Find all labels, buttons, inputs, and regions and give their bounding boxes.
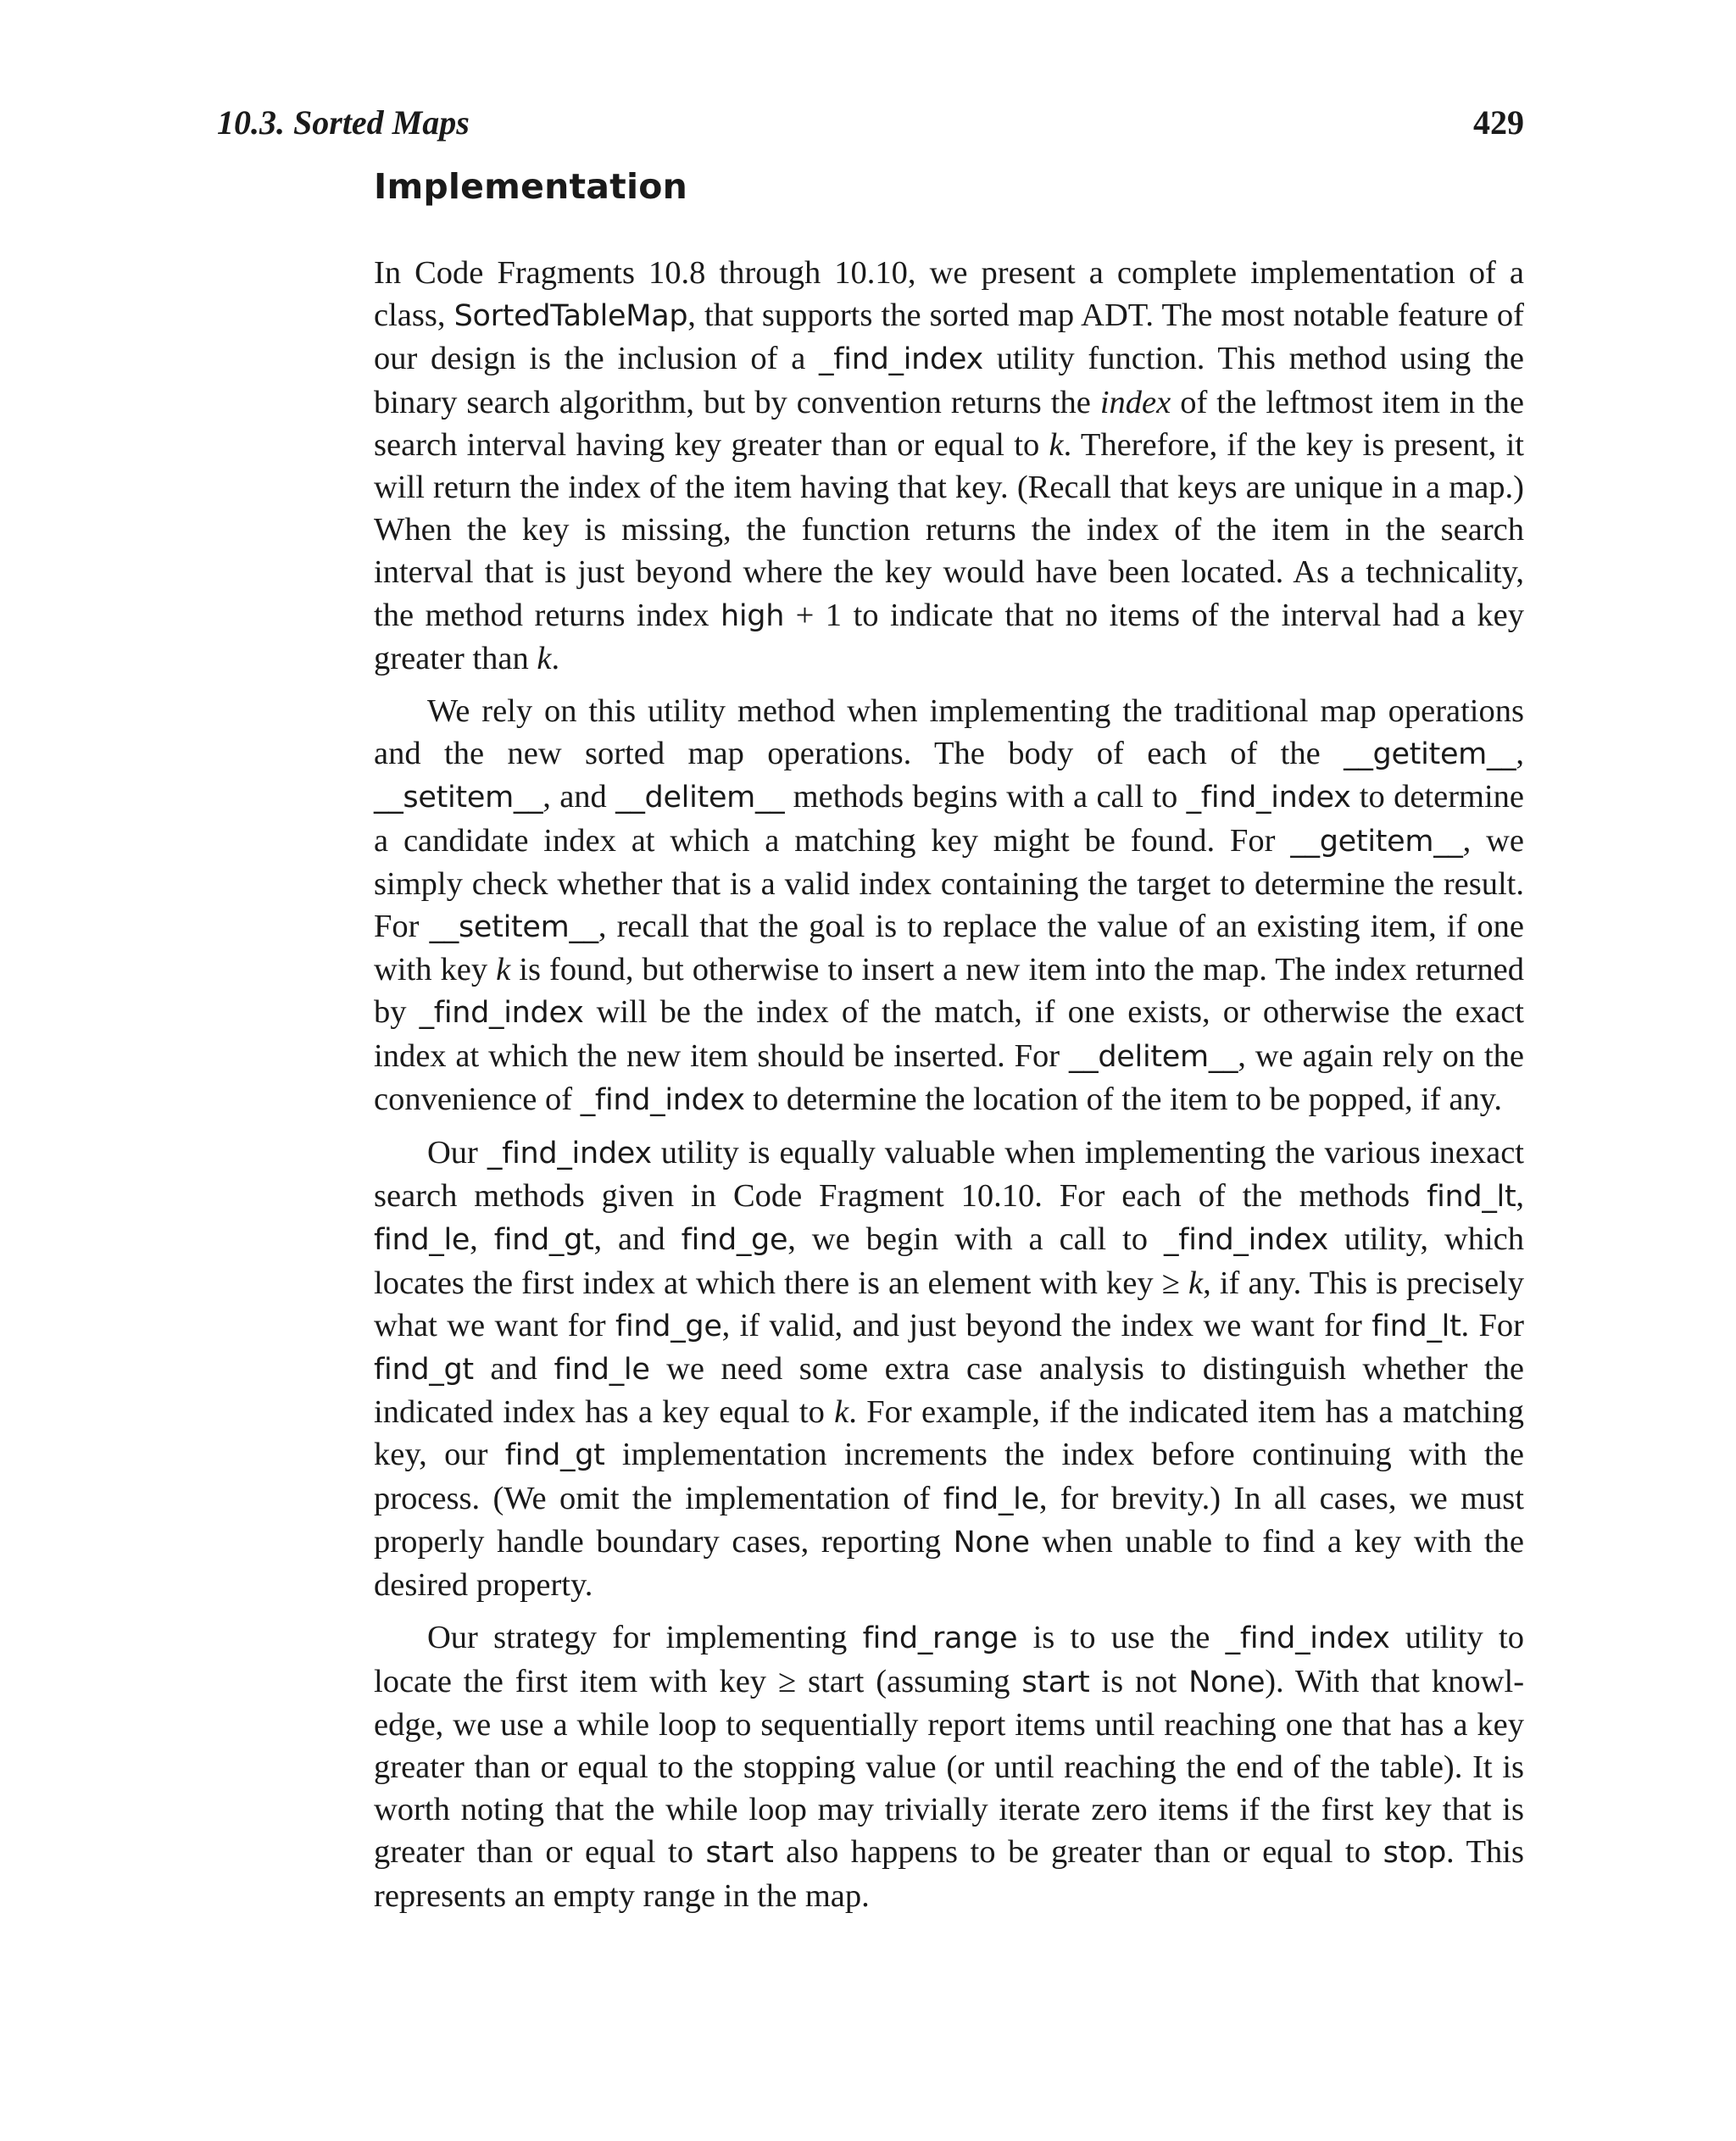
text-run: we need some extra case analysis to distinguish whether the indicated index has a key equal to (374, 1351, 1524, 1431)
text-run: of the leftmost item in the search interval having key greater than or equal to (374, 384, 1524, 463)
text-run: utility to locate the first item with key ≥ start (assuming (374, 1620, 1524, 1699)
paragraph-3 (374, 1132, 1524, 1606)
text-run: , if valid, and just beyond the index we want for (721, 1307, 1372, 1343)
text-run: , and (593, 1221, 682, 1258)
text-run: . This represents an empty range in the map. (374, 1834, 1524, 1914)
text-run: In Code Fragments 10.8 through 10.10, we present a complete implementation of a class, (374, 255, 1524, 334)
text-run: implementation increments the index before continuing with the process. (We omit the implementation of (374, 1437, 1524, 1516)
code-identifier: _find_index (487, 1137, 652, 1171)
text-run: . For (1461, 1307, 1524, 1343)
text-run: methods begins with a call to (784, 779, 1187, 815)
code-identifier: stop (1383, 1836, 1446, 1871)
code-identifier: high (720, 598, 785, 633)
text-run: and (473, 1351, 554, 1387)
code-identifier: find_le (554, 1353, 650, 1387)
running-head (217, 102, 1524, 144)
code-identifier: _find_index (1163, 1223, 1328, 1258)
text-run: , (1516, 736, 1524, 772)
code-identifier: _find_index (580, 1082, 745, 1117)
code-identifier: __setitem__ (374, 781, 543, 815)
text-run: . For example, if the indicated item has a matching key, our (374, 1394, 1524, 1473)
code-identifier: find_ge (681, 1223, 788, 1258)
text-run: ). With that knowledge, we use a while loop to sequentially report items until reaching one that has a key greater than or equal to the stopping value (or until reaching the end of the table). It is worth noting that the while loop may trivially iterate zero items if the first key that is greater than or equal to (374, 1663, 1525, 1871)
text-run: when unable to find a key with the desired property. (374, 1523, 1525, 1604)
code-identifier: find_ge (615, 1309, 722, 1343)
text-run: to determine a candidate index at which a matching key might be found. For (374, 779, 1524, 859)
code-identifier: None (1188, 1665, 1266, 1699)
code-identifier: _find_index (1225, 1621, 1390, 1656)
text-run: . Therefore, if the key is present, it will return the index of the item having that key. (Recall that keys are unique in a map.) When the key is missing, the function returns the index of the item in the search interval that is just beyond where the key would have been located. As a technicality, the method returns index (374, 426, 1524, 633)
page-number: 429 (1473, 103, 1524, 142)
text-run: is found, but otherwise to insert a new item into the map. The index returned by (374, 952, 1524, 1031)
emphasis: index (1099, 384, 1171, 420)
code-identifier: None (953, 1525, 1030, 1560)
code-identifier: find_le (943, 1482, 1039, 1516)
code-identifier: find_range (862, 1621, 1018, 1656)
text-run: , if any. This is precisely what we want for (374, 1265, 1524, 1343)
code-identifier: __delitem__ (615, 781, 785, 815)
text-run: We rely on this utility method when implementing the traditional map operations and the new sorted map operations. The body of each of the (374, 693, 1524, 772)
code-identifier: __getitem__ (1290, 824, 1463, 859)
math-variable: k (834, 1394, 849, 1431)
code-identifier: _find_index (419, 996, 584, 1031)
math-variable: k (1188, 1265, 1204, 1301)
paragraph-4 (374, 1616, 1524, 1916)
code-identifier: __setitem__ (429, 910, 598, 945)
math-variable: k (1049, 426, 1064, 463)
code-identifier: find_lt (1372, 1309, 1461, 1343)
code-identifier: start (1021, 1665, 1090, 1699)
text-run: utility, which locates the first index at which there is an element with key ≥ (374, 1221, 1524, 1301)
text-run: utility function. This method using the binary search algorithm, but by convention returns the (374, 341, 1524, 420)
code-identifier: start (705, 1836, 774, 1871)
code-identifier: find_gt (504, 1438, 605, 1473)
text-run: , recall that the goal is to replace the value of an existing item, if one with key (374, 909, 1524, 988)
code-identifier: find_le (374, 1223, 470, 1258)
code-identifier: SortedTableMap (453, 299, 688, 334)
code-identifier: _find_index (819, 342, 983, 377)
text-run: Our strategy for implementing (427, 1620, 863, 1656)
text-run: , we again rely on the convenience of (374, 1037, 1524, 1117)
code-identifier: find_gt (493, 1223, 594, 1258)
text-run: + 1 to indicate that no items of the interval had a key greater than (374, 597, 1524, 676)
code-identifier: __delitem__ (1068, 1039, 1238, 1074)
text-run: is to use the (1017, 1620, 1226, 1656)
code-identifier: __getitem__ (1344, 737, 1516, 772)
code-identifier: find_lt (1427, 1180, 1516, 1215)
text-run: , for brevity.) In all cases, we must properly handle boundary cases, reporting (374, 1480, 1524, 1560)
code-identifier: find_gt (374, 1353, 474, 1387)
text-run: , we begin with a call to (787, 1221, 1164, 1258)
text-run: , that supports the sorted map ADT. The most notable feature of our design is the inclusion of a (374, 298, 1524, 377)
text-run: utility is equally valuable when implementing the various inexact search methods given in Code Fragment 10.10. For each of the methods (374, 1135, 1525, 1215)
math-variable: k (537, 640, 552, 676)
text-run: Our (427, 1135, 487, 1171)
text-run: , and (542, 779, 616, 815)
text-run: . (551, 640, 560, 676)
text-run: , (470, 1221, 494, 1258)
text-run: to determine the location of the item to be popped, if any. (744, 1081, 1503, 1117)
text-run: is not (1089, 1663, 1189, 1699)
text-run: , we simply check whether that is a valid index containing the target to determine the result. For (374, 822, 1524, 945)
paragraph-1 (374, 252, 1524, 680)
subsection-title: Implementation (374, 166, 687, 207)
code-identifier: _find_index (1186, 781, 1351, 815)
section-label: 10.3. Sorted Maps (217, 103, 470, 142)
math-variable: k (496, 952, 511, 988)
text-run: , (1516, 1178, 1524, 1215)
body-text (374, 252, 1524, 1927)
text-run: will be the index of the match, if one exists, or otherwise the exact index at which the new item should be inserted. For (374, 994, 1524, 1074)
text-run: also happens to be greater than or equal to (773, 1834, 1383, 1871)
paragraph-2 (374, 690, 1524, 1121)
